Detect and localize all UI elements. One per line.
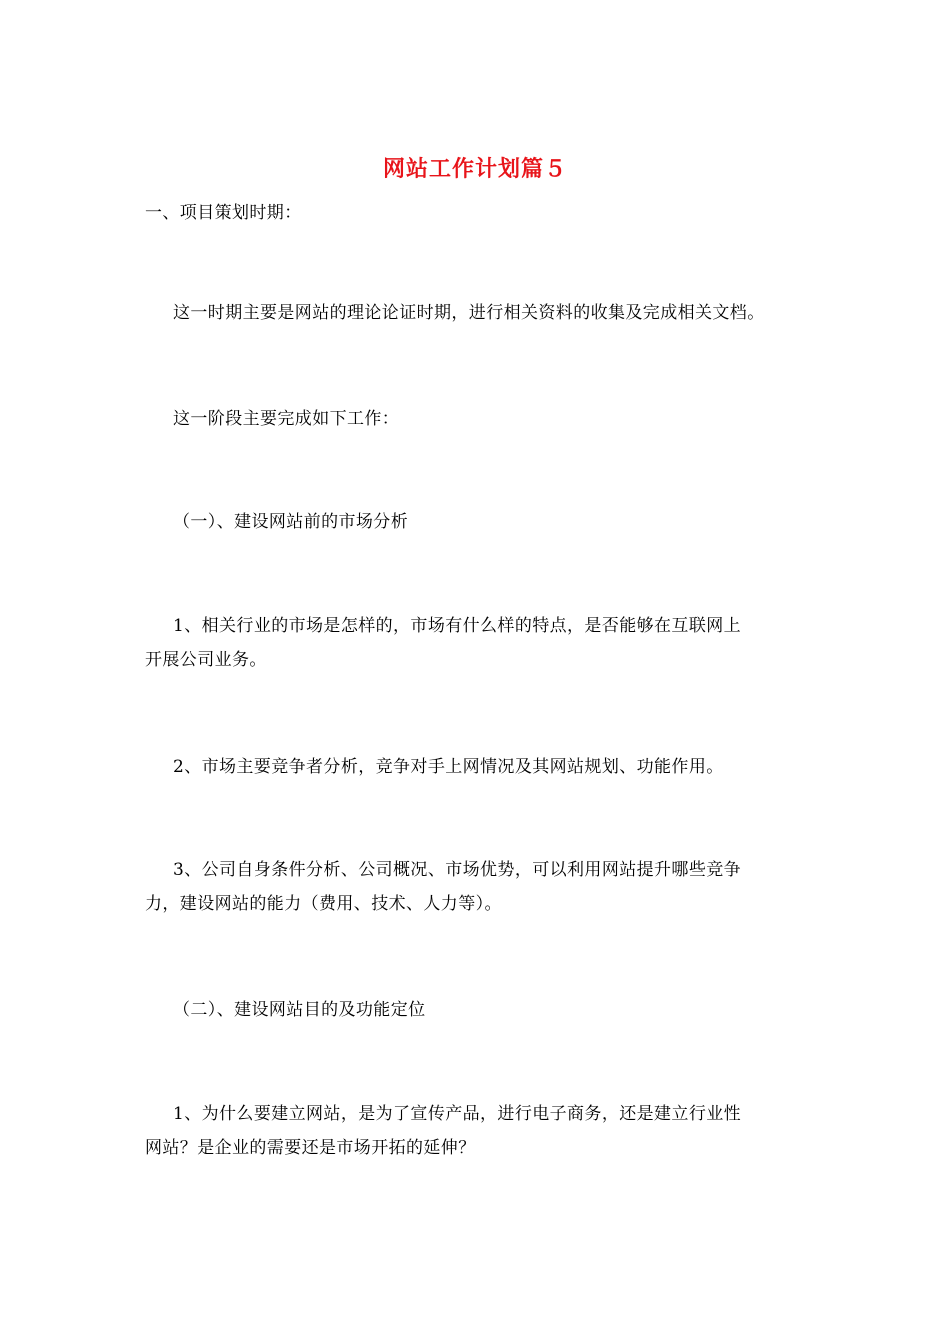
subheading-market-analysis bbox=[145, 505, 805, 539]
paragraph-period-description bbox=[145, 296, 805, 330]
list-item-competitor-analysis bbox=[145, 750, 805, 784]
paragraph-line: 网站？是企业的需要还是市场开拓的延伸？ bbox=[145, 1138, 476, 1158]
paragraph-line: 力，建设网站的能力（费用、技术、人力等）。 bbox=[145, 894, 502, 914]
section-heading-project-planning bbox=[145, 196, 805, 230]
paragraph-line: 一、项目策划时期： bbox=[145, 203, 302, 223]
list-item-industry-market bbox=[145, 609, 805, 677]
paragraph-line: （一）、建设网站前的市场分析 bbox=[173, 512, 409, 532]
paragraph-line: 这一阶段主要完成如下工作： bbox=[173, 409, 400, 429]
paragraph-line: （二）、建设网站目的及功能定位 bbox=[173, 1000, 426, 1020]
list-item-why-build-website bbox=[145, 1097, 805, 1165]
paragraph-line: 1、相关行业的市场是怎样的，市场有什么样的特点，是否能够在互联网上 bbox=[173, 616, 742, 636]
paragraph-stage-tasks bbox=[145, 402, 805, 436]
paragraph-line: 3、公司自身条件分析、公司概况、市场优势，可以利用网站提升哪些竞争 bbox=[173, 860, 742, 880]
paragraph-line: 这一时期主要是网站的理论论证时期，进行相关资料的收集及完成相关文档。 bbox=[173, 303, 765, 323]
paragraph-line: 1、为什么要建立网站，是为了宣传产品，进行电子商务，还是建立行业性 bbox=[173, 1104, 742, 1124]
subheading-website-purpose bbox=[145, 993, 805, 1027]
list-item-self-analysis bbox=[145, 853, 805, 921]
document-title: 网站工作计划篇５ bbox=[382, 156, 567, 182]
paragraph-line: 开展公司业务。 bbox=[145, 650, 267, 670]
paragraph-line: 2、市场主要竞争者分析，竞争对手上网情况及其网站规划、功能作用。 bbox=[173, 757, 724, 777]
